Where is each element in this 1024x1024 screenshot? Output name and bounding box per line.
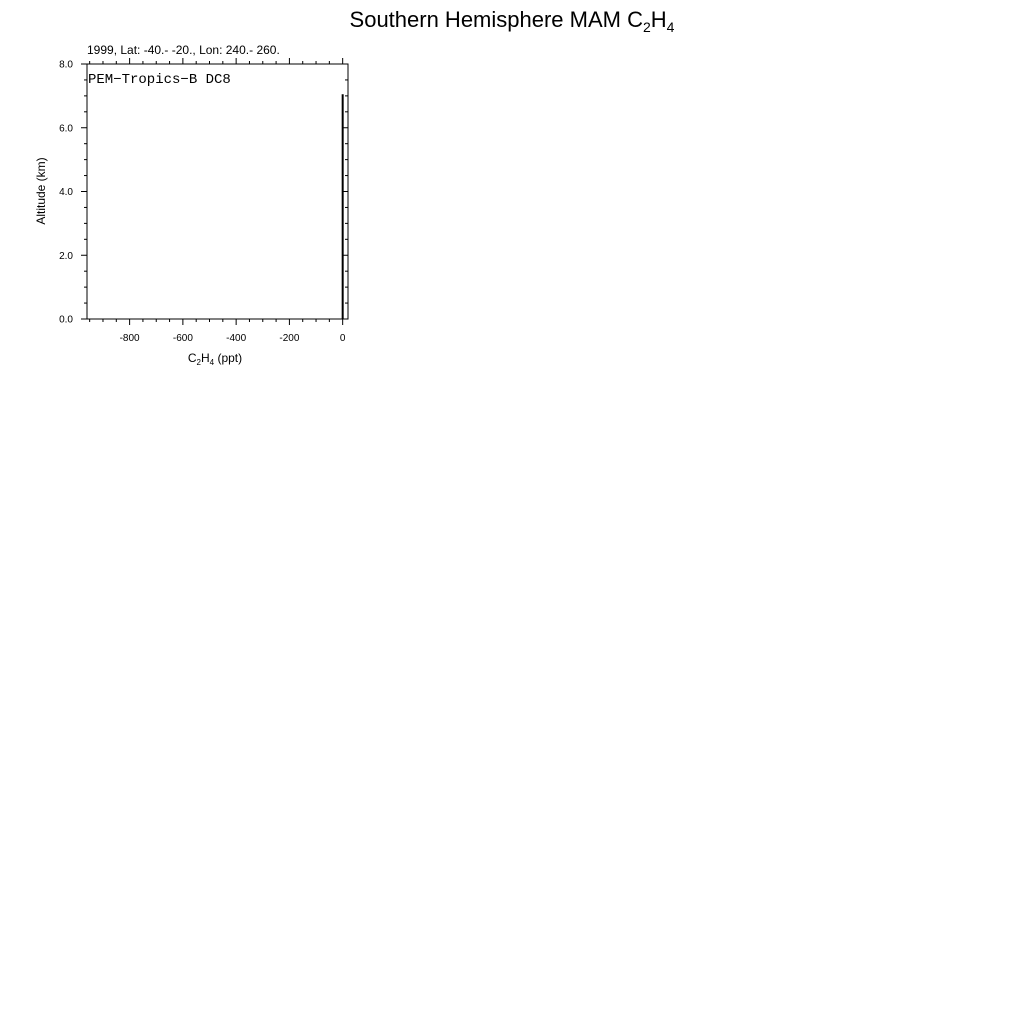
chart-title-sub1: 2 <box>642 19 651 35</box>
x-axis-label-sub1: 2 <box>196 358 201 367</box>
campaign-annotation: PEM−Tropics−B DC8 <box>88 72 231 88</box>
x-tick-label: -600 <box>172 333 193 344</box>
y-tick-label: 8.0 <box>59 59 73 71</box>
x-tick-label: -200 <box>279 333 300 344</box>
chart-title <box>350 7 675 35</box>
chart-title-sub2: 4 <box>666 19 675 35</box>
x-tick-label: -400 <box>226 333 247 344</box>
x-tick-label: -800 <box>119 333 140 344</box>
x-axis-label-sub2: 4 <box>209 358 215 367</box>
x-axis-label-post: (ppt) <box>214 351 243 365</box>
y-tick-label: 4.0 <box>59 187 73 198</box>
y-axis-label: Altitude (km) <box>34 157 48 225</box>
y-tick-label: 0.0 <box>59 314 73 326</box>
chart-title-main: Southern Hemisphere MAM C <box>349 7 643 32</box>
chart-title-mid: H <box>650 7 667 32</box>
x-axis-label-mid: H <box>200 351 210 365</box>
x-tick-label: 0 <box>339 333 346 344</box>
chart-subtitle: 1999, Lat: -40.- -20., Lon: 240.- 260. <box>87 43 280 57</box>
x-axis-label <box>188 351 242 367</box>
axes-layer <box>59 58 348 344</box>
plot-frame <box>87 64 348 319</box>
x-axis-label-pre: C <box>187 351 197 365</box>
y-tick-label: 6.0 <box>59 123 73 135</box>
y-tick-label: 2.0 <box>59 250 73 262</box>
